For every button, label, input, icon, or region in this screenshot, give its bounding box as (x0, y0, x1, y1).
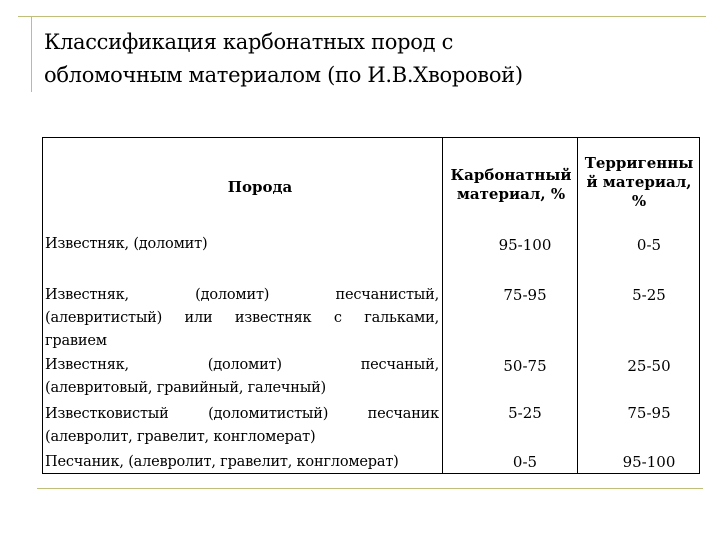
rock-text-line: Известняк, (доломит) песчаный, (45, 357, 439, 373)
table-row-carbonate: 50-75 (503, 357, 547, 375)
rock-text-line: Известняк, (доломит) песчанистый, (45, 287, 439, 303)
table-row-terrigenous: 95-100 (622, 453, 676, 471)
rock-text-line: (алевритистый) или известняк с гальками, (45, 310, 439, 326)
table-row-carbonate: 0-5 (512, 453, 538, 471)
header-carbonate-line-2: материал, % (456, 185, 566, 203)
header-terrigenous-line-2: й материал, (586, 173, 692, 191)
rock-text-line: Известняк, (доломит) (45, 236, 208, 252)
table-column-divider-2 (577, 137, 578, 474)
decorative-top-line (18, 16, 706, 17)
table-column-divider-1 (442, 137, 443, 474)
table-row-rock (45, 284, 439, 353)
header-carbonate (446, 166, 576, 204)
table-row-carbonate: 75-95 (503, 286, 547, 304)
table-row-terrigenous: 0-5 (636, 236, 662, 254)
slide-title-line-2: обломочным материалом (по И.В.Хворовой) (44, 63, 523, 87)
table-row-rock (45, 403, 439, 449)
table-row-carbonate: 95-100 (498, 236, 552, 254)
table-row-carbonate: 5-25 (508, 404, 542, 422)
table-row-rock (45, 354, 439, 400)
header-terrigenous-line-3: % (631, 192, 647, 210)
table-row-terrigenous: 5-25 (632, 286, 666, 304)
decorative-bottom-line (37, 488, 703, 489)
slide-title-line-1: Классификация карбонатных пород с (44, 30, 454, 54)
rock-text-line: (алевритовый, гравийный, галечный) (45, 380, 326, 396)
table-row-terrigenous: 75-95 (627, 404, 671, 422)
header-rock: Порода (227, 178, 293, 196)
table-row-rock (45, 451, 439, 474)
table-row-terrigenous: 25-50 (627, 357, 671, 375)
rock-text-line: Песчаник, (алевролит, гравелит, конгломерат) (45, 454, 399, 470)
rock-text-line: гравием (45, 333, 107, 349)
header-terrigenous-line-1: Терригенны (584, 154, 694, 172)
table-row-rock (45, 233, 439, 256)
slide-title (44, 26, 694, 92)
header-carbonate-line-1: Карбонатный (450, 166, 572, 184)
decorative-left-line (31, 16, 32, 92)
rock-text-line: (алевролит, гравелит, конгломерат) (45, 429, 316, 445)
header-terrigenous (580, 154, 698, 211)
rock-text-line: Известковистый (доломитистый) песчаник (45, 406, 439, 422)
